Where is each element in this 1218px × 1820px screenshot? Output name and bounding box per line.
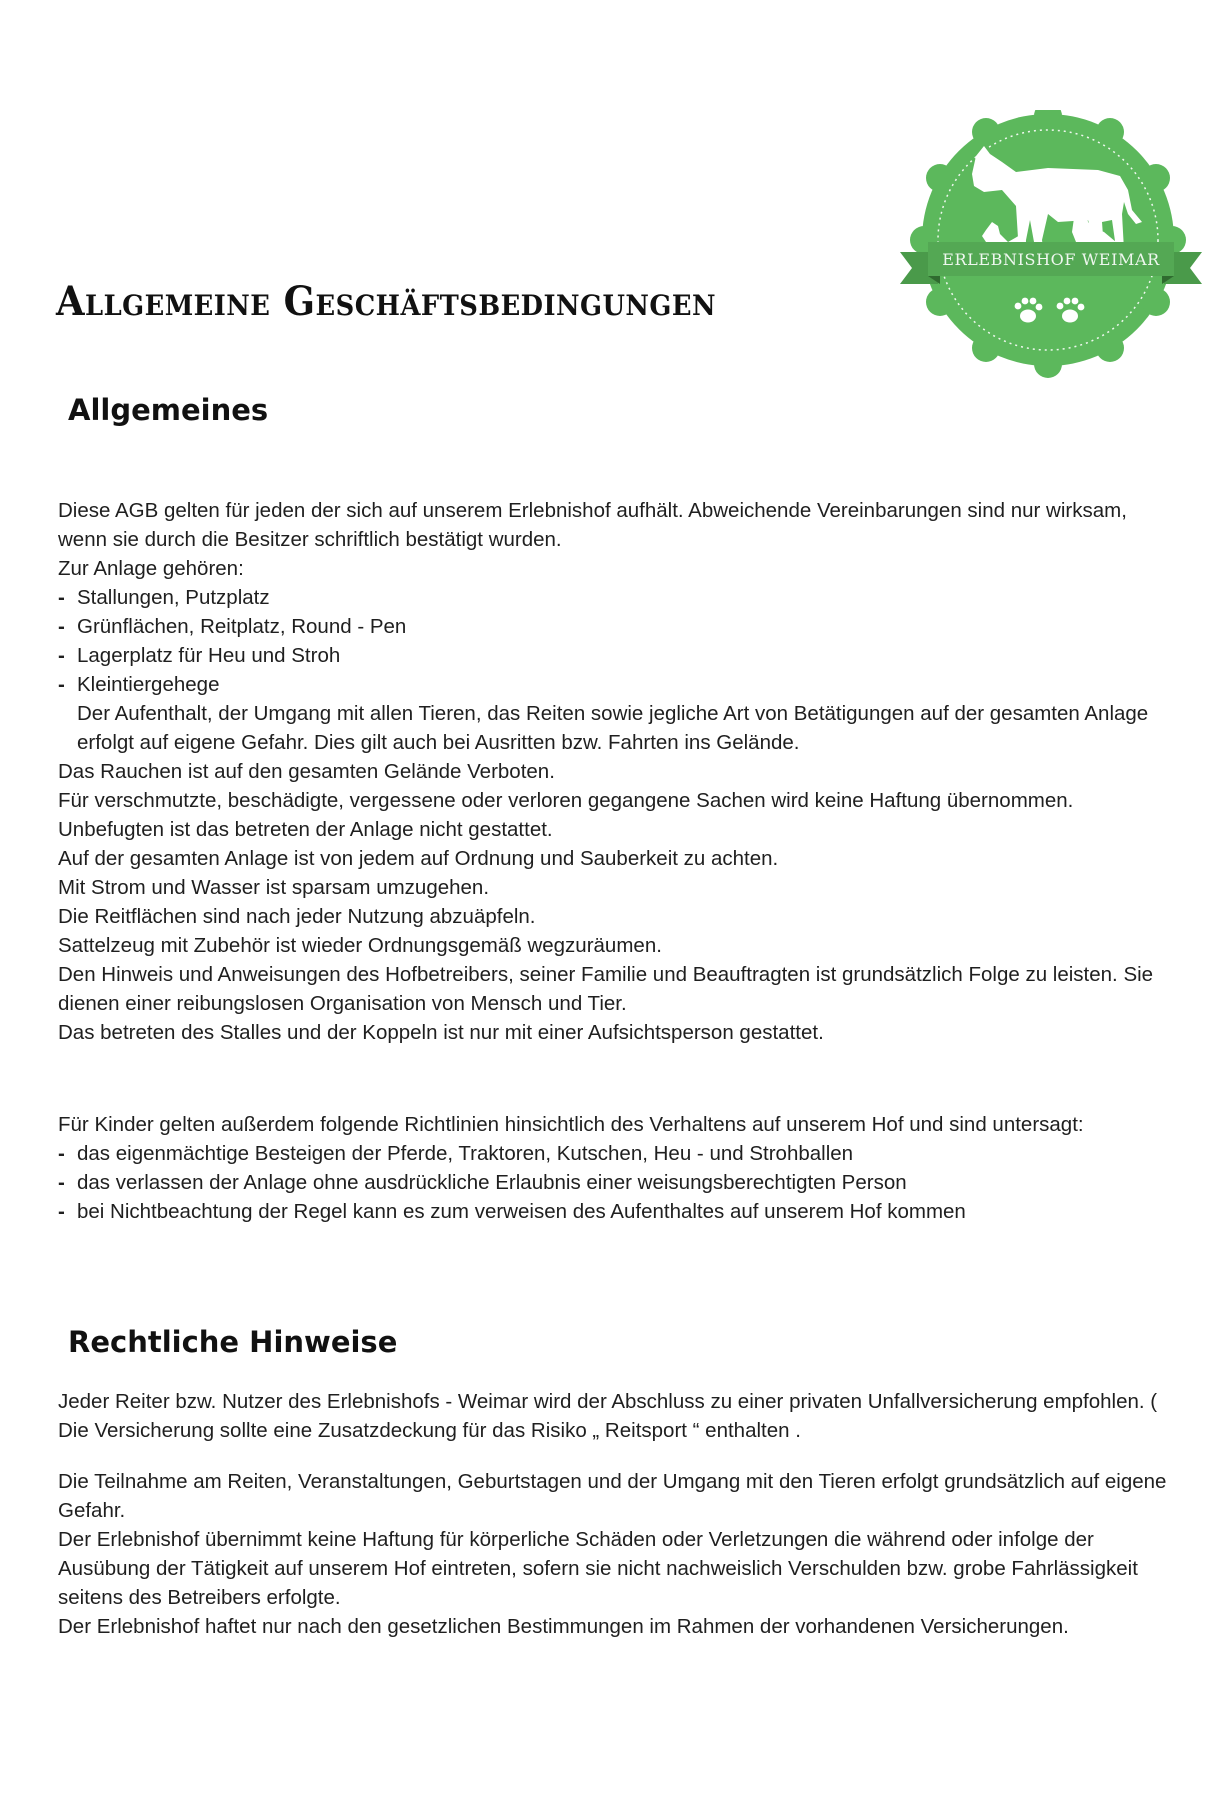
rule-text: Den Hinweis und Anweisungen des Hofbetreibers, seiner Familie und Beauftragten ist grundsätzlich Folge zu leisten. Sie dienen einer reibungslosen Organisation von Mensch und Tier. [58, 963, 1154, 1015]
allgemeines-body [58, 496, 1168, 1047]
section-heading-rechtliche-hinweise: Rechtliche Hinweise [68, 1325, 398, 1359]
list-item: - Kleintiergehege [58, 670, 1168, 699]
list-item: - Grünflächen, Reitplatz, Round - Pen [58, 612, 1168, 641]
agb-intro: Diese AGB gelten für jeden der sich auf unserem Erlebnishof aufhält. Abweichende Vereinbarungen sind nur wirksam, wenn sie durch die Besitzer schriftlich bestätigt wurden. [58, 499, 1127, 551]
rule-text: Für verschmutzte, beschädigte, vergessene oder verloren gegangene Sachen wird keine Haftung übernommen. [58, 789, 1074, 812]
anlage-list [58, 583, 1168, 699]
rule-text: Mit Strom und Wasser ist sparsam umzugehen. [58, 876, 490, 899]
versicherung-hinweis [58, 1387, 1168, 1445]
haftung-paragraph: Der Erlebnishof übernimmt keine Haftung für körperliche Schäden oder Verletzungen die während oder infolge der Ausübung der Tätigkeit auf unserem Hof eintreten, sofern sie nicht nachweislich Verschulden bzw. grobe Fahrlässigkeit seitens des Betreibers erfolgte. [58, 1528, 1138, 1609]
list-item: - bei Nichtbeachtung der Regel kann es zum verweisen des Aufenthaltes auf unserem Hof kommen [58, 1197, 1168, 1226]
kinder-richtlinien [58, 1110, 1168, 1226]
rule-text: Das betreten des Stalles und der Koppeln ist nur mit einer Aufsichtsperson gestattet. [58, 1021, 824, 1044]
erlebnishof-weimar-logo [898, 110, 1204, 386]
list-item: - das eigenmächtige Besteigen der Pferde, Traktoren, Kutschen, Heu - und Strohballen [58, 1139, 1168, 1168]
rule-text: Die Reitflächen sind nach jeder Nutzung abzuäpfeln. [58, 905, 536, 928]
rule-text: Unbefugten ist das betreten der Anlage nicht gestattet. [58, 818, 553, 841]
list-item: - Lagerplatz für Heu und Stroh [58, 641, 1168, 670]
rule-text: Auf der gesamten Anlage ist von jedem auf Ordnung und Sauberkeit zu achten. [58, 847, 779, 870]
anlage-label: Zur Anlage gehören: [58, 557, 244, 580]
haftung-paragraph: Der Erlebnishof haftet nur nach den gesetzlichen Bestimmungen im Rahmen der vorhandenen Versicherungen. [58, 1615, 1069, 1638]
section-heading-allgemeines: Allgemeines [68, 393, 269, 427]
rule-text: Das Rauchen ist auf den gesamten Gelände Verboten. [58, 760, 555, 783]
haftung-body [58, 1467, 1168, 1641]
rule-text: Sattelzeug mit Zubehör ist wieder Ordnungsgemäß wegzuräumen. [58, 934, 662, 957]
kinder-intro: Für Kinder gelten außerdem folgende Richtlinien hinsichtlich des Verhaltens auf unserem Hof und sind untersagt: [58, 1113, 1084, 1136]
logo-banner-text: ERLEBNISHOF WEIMAR [942, 250, 1160, 269]
haftung-paragraph: Die Teilnahme am Reiten, Veranstaltungen, Geburtstagen und der Umgang mit den Tieren erfolgt grundsätzlich auf eigene Gefahr. [58, 1470, 1167, 1522]
list-item: - das verlassen der Anlage ohne ausdrückliche Erlaubnis einer weisungsberechtigten Person [58, 1168, 1168, 1197]
document-title: Allgemeine Geschäftsbedingungen [56, 278, 716, 325]
kinder-list [58, 1139, 1168, 1226]
aufenthalt-text: Der Aufenthalt, der Umgang mit allen Tieren, das Reiten sowie jegliche Art von Betätigungen auf der gesamten Anlage erfolgt auf eigene Gefahr. Dies gilt auch bei Ausritten bzw. Fahrten ins Gelände. [77, 702, 1149, 754]
list-item: - Stallungen, Putzplatz [58, 583, 1168, 612]
versicherung-text: Jeder Reiter bzw. Nutzer des Erlebnishofs - Weimar wird der Abschluss zu einer privaten Unfallversicherung empfohlen. ( Die Versicherung sollte eine Zusatzdeckung für das Risiko „ Reitsport “ enthalten . [58, 1390, 1158, 1442]
